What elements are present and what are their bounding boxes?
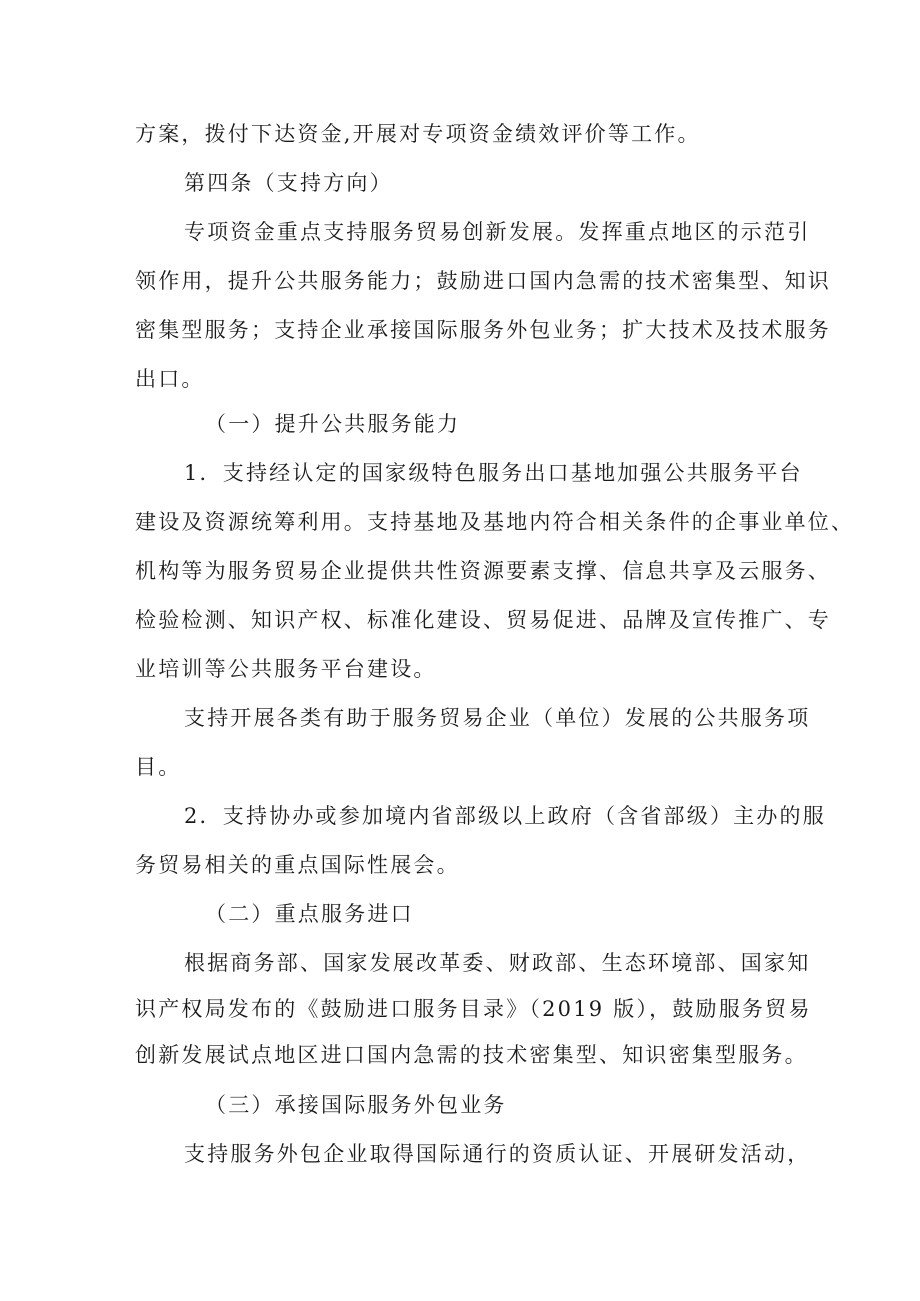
item-1-line-1: 1．支持经认定的国家级特色服务出口基地加强公共服务平台 (184, 461, 803, 485)
section-heading-service-import: （二）重点服务进口 (205, 902, 414, 926)
outsourcing-paragraph-line-1: 支持服务外包企业取得国际通行的资质认证、开展研发活动， (184, 1142, 811, 1166)
item-1-line-3: 机构等为服务贸易企业提供共性资源要素支撑、信息共享及云服务、 (135, 559, 831, 583)
intro-paragraph-line-1: 专项资金重点支持服务贸易创新发展。发挥重点地区的示范引 (184, 220, 811, 244)
item-1-line-2: 建设及资源统筹利用。支持基地及基地内符合相关条件的企事业单位、 (135, 510, 855, 534)
import-paragraph-line-2: 识产权局发布的《鼓励进口服务目录》（2019 版），鼓励服务贸易 (135, 997, 812, 1021)
item-1-line-4: 检验检测、知识产权、标准化建设、贸易促进、品牌及宣传推广、专 (135, 608, 831, 632)
section-heading-outsourcing: （三）承接国际服务外包业务 (205, 1093, 507, 1117)
item-1-line-5: 业培训等公共服务平台建设。 (135, 657, 437, 681)
intro-paragraph-line-3: 密集型服务；支持企业承接国际服务外包业务；扩大技术及技术服务 (135, 318, 831, 342)
item-2-line-1: 2．支持协办或参加境内省部级以上政府（含省部级）主办的服 (184, 804, 826, 828)
paragraph-continuation-line: 方案，拨付下达资金,开展对专项资金绩效评价等工作。 (135, 122, 701, 146)
intro-paragraph-line-4: 出口。 (135, 367, 205, 391)
item-2-line-2: 务贸易相关的重点国际性展会。 (135, 853, 460, 877)
intro-paragraph-line-2: 领作用，提升公共服务能力；鼓励进口国内急需的技术密集型、知识 (135, 269, 831, 293)
support-paragraph-line-1: 支持开展各类有助于服务贸易企业（单位）发展的公共服务项 (184, 706, 811, 730)
article-4-title: 第四条（支持方向） (184, 171, 393, 195)
import-paragraph-line-3: 创新发展试点地区进口国内急需的技术密集型、知识密集型服务。 (135, 1043, 808, 1067)
section-heading-public-service: （一）提升公共服务能力 (205, 412, 461, 436)
support-paragraph-line-2: 目。 (135, 755, 182, 779)
import-paragraph-line-1: 根据商务部、国家发展改革委、财政部、生态环境部、国家知 (184, 951, 811, 975)
